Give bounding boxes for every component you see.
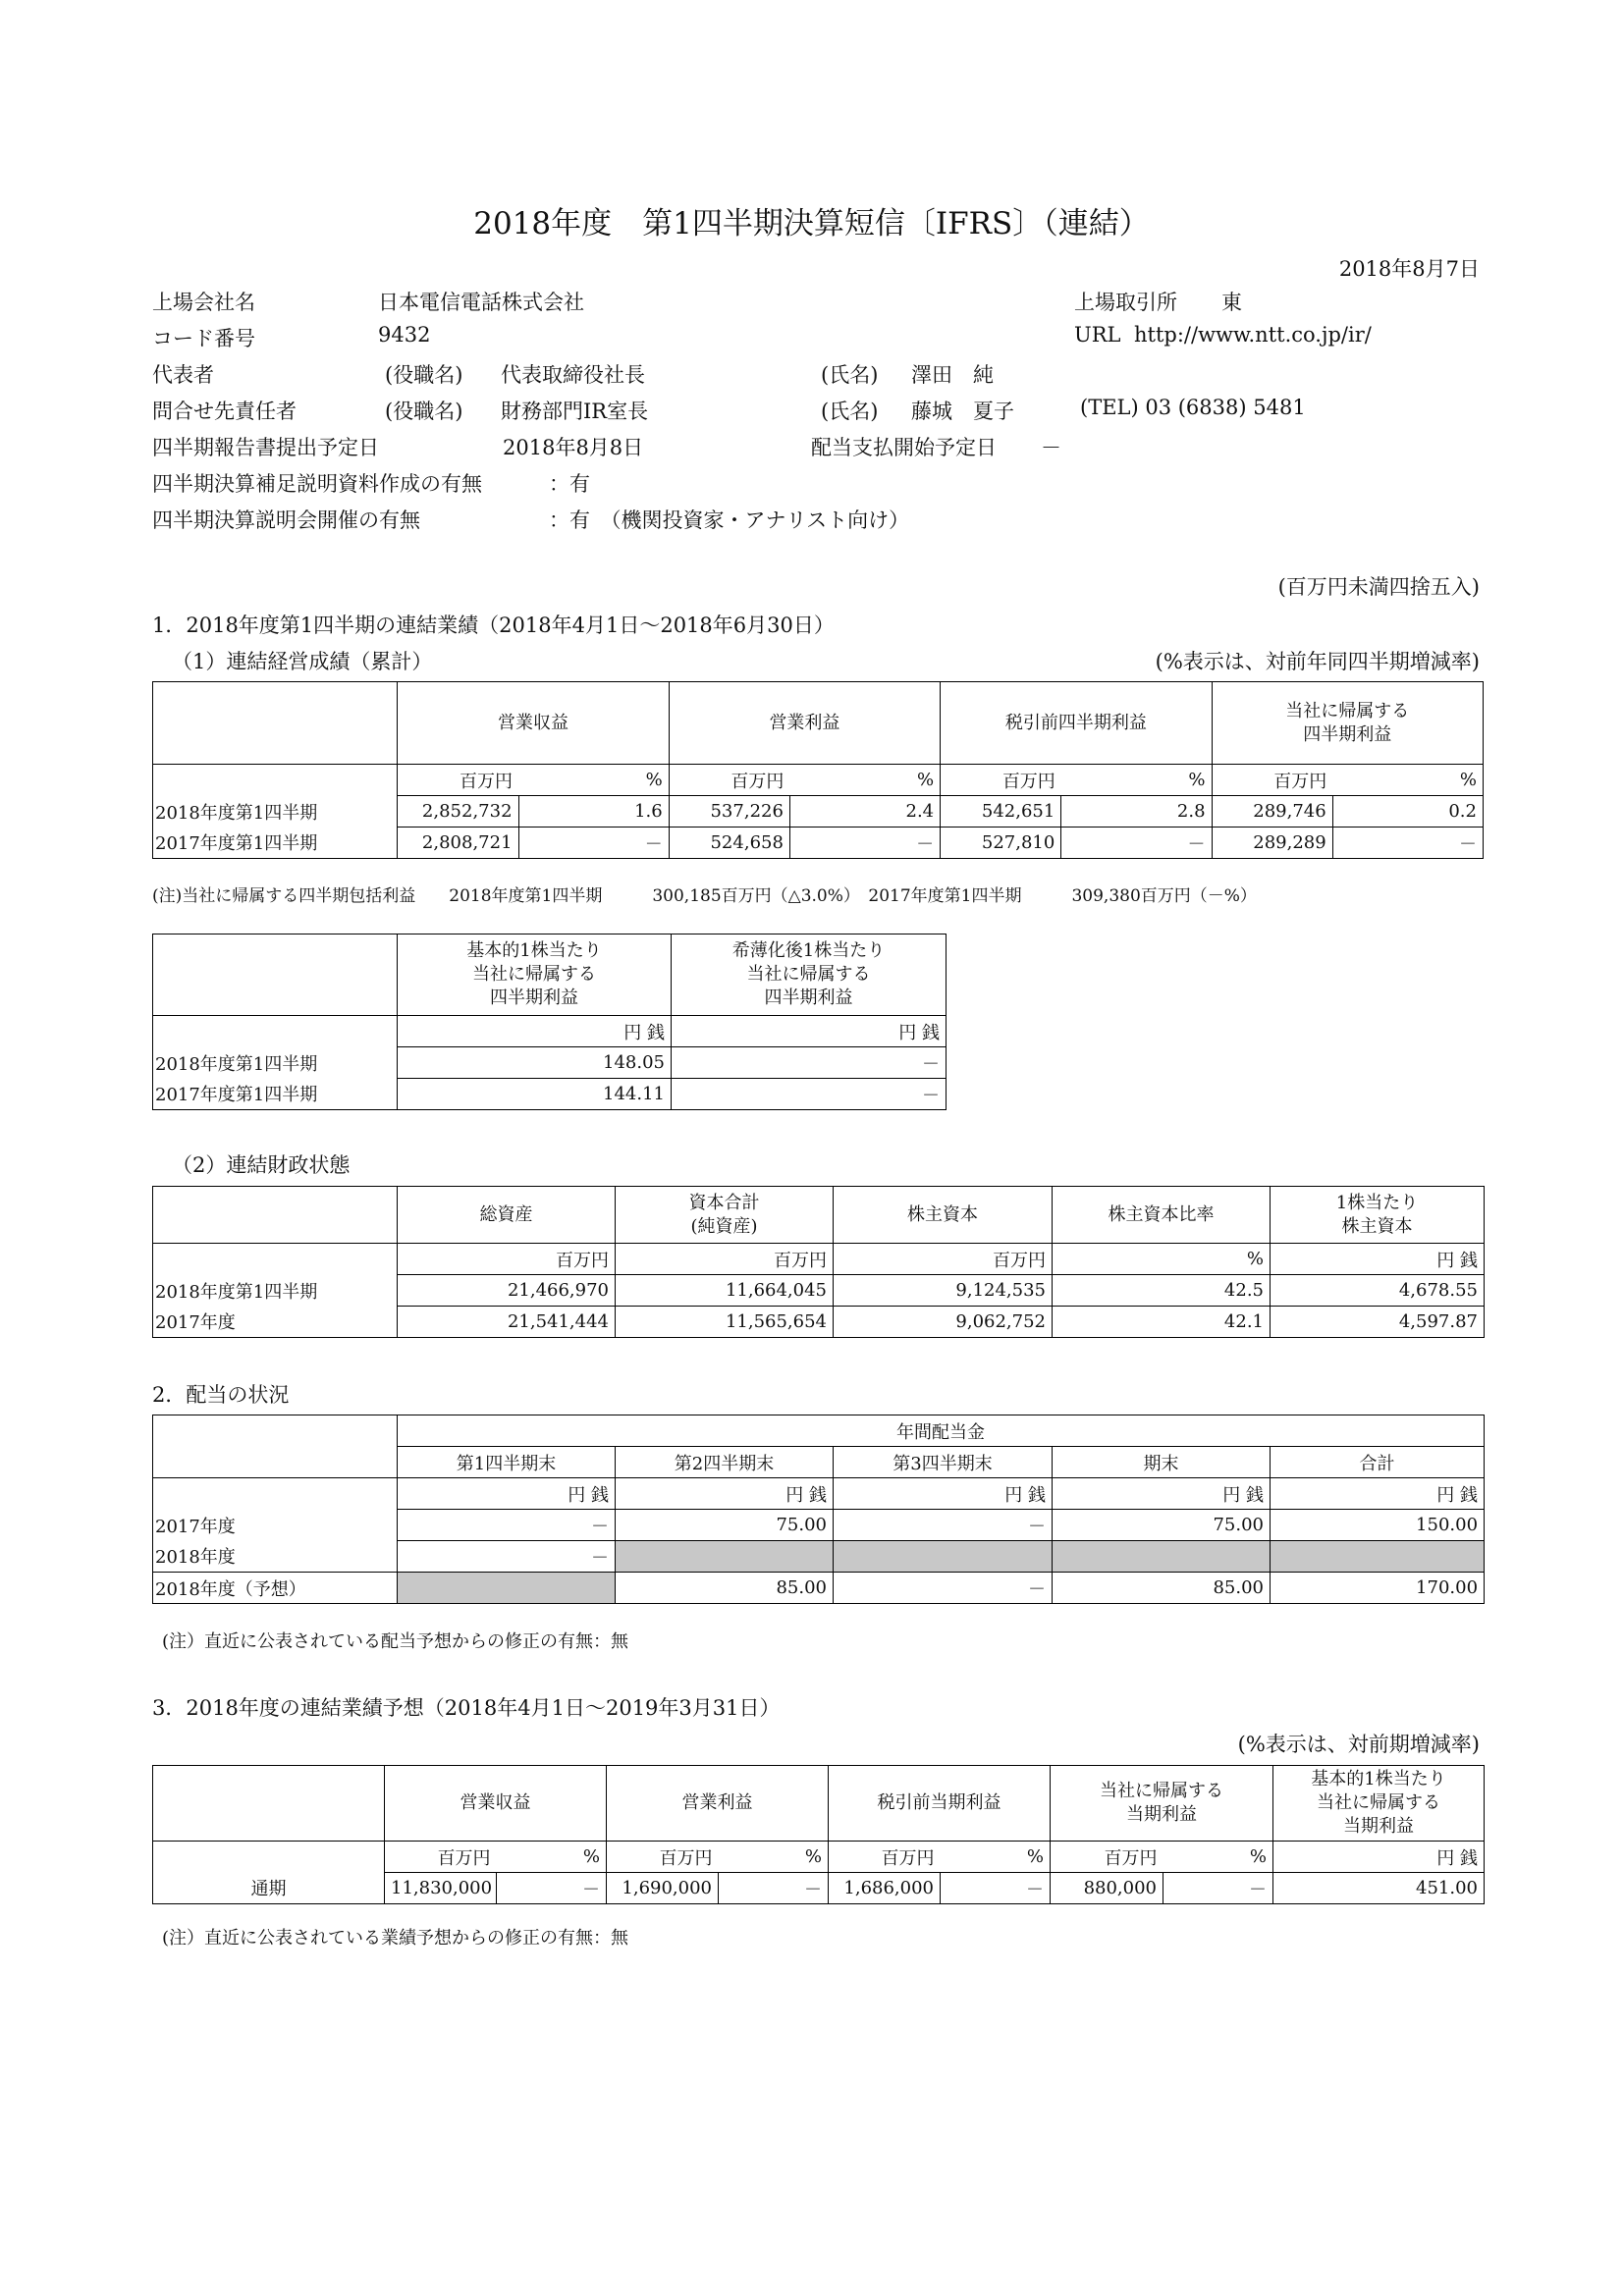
table-cell: 9,124,535: [834, 1275, 1053, 1307]
section3-pct-note: (%表示は、対前期増減率): [1237, 1733, 1480, 1756]
table-cell-greyed: [1053, 1541, 1271, 1573]
section1-sub1: （1）連結経営成績（累計）: [172, 650, 433, 673]
supplementary-label: 四半期決算補足説明資料作成の有無: [152, 472, 482, 496]
col-group-header-annual-dividend: 年間配当金: [398, 1415, 1485, 1447]
unit-cell: 百万円: [616, 1244, 834, 1275]
unit-cell: 百万円: [607, 1842, 719, 1873]
comprehensive-income-note: (注)当社に帰属する四半期包括利益 2018年度第1四半期 300,185百万円（△3.0%） 2017年度第1四半期 309,380百万円（－%）: [152, 886, 1257, 906]
col-header-equity-per-share: 1株当たり 株主資本: [1271, 1187, 1485, 1244]
table-cell: 9,062,752: [834, 1307, 1053, 1338]
unit-cell: 百万円: [834, 1244, 1053, 1275]
col-header-eps: 基本的1株当たり 当社に帰属する 当期利益: [1273, 1766, 1485, 1842]
table-cell: －: [398, 1510, 616, 1541]
col-header-diluted-eps: 希薄化後1株当たり 当社に帰属する 四半期利益: [672, 934, 947, 1016]
col-header-pretax-profit: 税引前当期利益: [829, 1766, 1051, 1842]
corner-cell: [153, 1447, 398, 1478]
eps-table: [152, 934, 947, 1110]
table-cell: 1.6: [518, 796, 669, 828]
table-cell: －: [672, 1079, 947, 1110]
financial-position-table: [152, 1186, 1485, 1338]
unit-cell: %: [1061, 765, 1212, 796]
table-cell: 1,686,000: [829, 1873, 941, 1904]
table-cell: 1,690,000: [607, 1873, 719, 1904]
row-label: 2018年度第1四半期: [153, 1047, 398, 1079]
unit-cell: 円 銭: [1271, 1244, 1485, 1275]
table-cell: 2,808,721: [398, 828, 518, 859]
company-label: 上場会社名: [152, 291, 255, 314]
unit-cell: 百万円: [398, 765, 518, 796]
exchange-value: 東: [1221, 291, 1242, 314]
unit-note: (百万円未満四捨五入): [1277, 575, 1480, 599]
unit-cell: 百万円: [829, 1842, 941, 1873]
table-cell: －: [941, 1873, 1051, 1904]
contact-title: 財務部門IR室長: [501, 400, 649, 423]
table-cell: 42.1: [1053, 1307, 1271, 1338]
table-cell: －: [834, 1573, 1053, 1604]
contact-title-label: (役職名): [385, 400, 463, 423]
unit-row-label: [153, 1478, 398, 1510]
col-header-basic-eps: 基本的1株当たり 当社に帰属する 四半期利益: [398, 934, 672, 1016]
unit-cell: 百万円: [1212, 765, 1332, 796]
table-cell: －: [398, 1541, 616, 1573]
col-header-revenue: 営業収益: [398, 682, 669, 765]
code-value: 9432: [378, 323, 431, 347]
table-cell: 144.11: [398, 1079, 672, 1110]
col-header-equity-ratio: 株主資本比率: [1053, 1187, 1271, 1244]
unit-cell: 円 銭: [616, 1478, 834, 1510]
corner-cell: [153, 1415, 398, 1447]
unit-row-label: [153, 1244, 398, 1275]
col-header-revenue: 営業収益: [385, 1766, 607, 1842]
col-header-total-assets: 総資産: [398, 1187, 616, 1244]
table-cell: －: [672, 1047, 947, 1079]
dividend-start-label: 配当支払開始予定日: [811, 436, 997, 459]
col-header-pretax-profit: 税引前四半期利益: [941, 682, 1212, 765]
section1-heading: 1．2018年度第1四半期の連結業績（2018年4月1日～2018年6月30日）: [152, 614, 835, 637]
row-label: 2017年度: [153, 1510, 398, 1541]
table-cell: 451.00: [1273, 1873, 1485, 1904]
unit-cell: %: [1053, 1244, 1271, 1275]
col-header-q2: 第2四半期末: [616, 1447, 834, 1478]
table-cell: 11,830,000: [385, 1873, 497, 1904]
unit-cell: 円 銭: [1053, 1478, 1271, 1510]
table-cell: 524,658: [669, 828, 789, 859]
unit-cell: %: [789, 765, 940, 796]
unit-cell: 円 銭: [398, 1478, 616, 1510]
col-header-net-profit: 当社に帰属する 当期利益: [1051, 1766, 1273, 1842]
report-date: 2018年8月8日: [503, 436, 644, 459]
dividend-start: －: [1041, 436, 1061, 459]
unit-cell: %: [518, 765, 669, 796]
table-cell: 4,678.55: [1271, 1275, 1485, 1307]
report-date-label: 四半期報告書提出予定日: [152, 436, 379, 459]
section3-heading: 3．2018年度の連結業績予想（2018年4月1日～2019年3月31日）: [152, 1696, 781, 1720]
section1-sub2: （2）連結財政状態: [172, 1153, 351, 1177]
col-header-q1: 第1四半期末: [398, 1447, 616, 1478]
table-cell: 2.8: [1061, 796, 1212, 828]
operating-results-table: [152, 681, 1484, 859]
row-label: 2017年度第1四半期: [153, 1079, 398, 1110]
table-cell: 880,000: [1051, 1873, 1163, 1904]
table-cell-greyed: [398, 1573, 616, 1604]
unit-cell: 百万円: [385, 1842, 497, 1873]
table-cell: 289,746: [1212, 796, 1332, 828]
table-cell: －: [497, 1873, 607, 1904]
unit-cell: 百万円: [1051, 1842, 1163, 1873]
representative-label: 代表者: [152, 363, 214, 387]
col-header-shareholders-equity: 株主資本: [834, 1187, 1053, 1244]
table-cell: －: [518, 828, 669, 859]
table-cell-greyed: [834, 1541, 1053, 1573]
unit-cell: 円 銭: [1273, 1842, 1485, 1873]
col-header-q3: 第3四半期末: [834, 1447, 1053, 1478]
table-cell: 170.00: [1271, 1573, 1485, 1604]
table-cell: 11,664,045: [616, 1275, 834, 1307]
unit-cell: %: [941, 1842, 1051, 1873]
col-header-operating-profit: 営業利益: [669, 682, 940, 765]
url-link[interactable]: http://www.ntt.co.jp/ir/: [1134, 323, 1372, 347]
table-cell: 289,289: [1212, 828, 1332, 859]
table-cell: －: [1061, 828, 1212, 859]
col-header-total-equity: 資本合計 (純資産): [616, 1187, 834, 1244]
corner-cell: [153, 1187, 398, 1244]
page-title: 2018年度 第1四半期決算短信〔IFRS〕（連結）: [473, 206, 1150, 241]
section2-heading: 2．配当の状況: [152, 1383, 290, 1407]
table-cell: 537,226: [669, 796, 789, 828]
row-label: 2018年度（予想）: [153, 1573, 398, 1604]
company-name: 日本電信電話株式会社: [378, 291, 584, 314]
unit-cell: %: [1163, 1842, 1273, 1873]
unit-cell: %: [1332, 765, 1483, 796]
representative-title: 代表取締役社長: [501, 363, 645, 387]
unit-row-label: [153, 765, 398, 796]
code-label: コード番号: [152, 327, 255, 350]
unit-cell: 円 銭: [398, 1016, 672, 1047]
forecast-table: [152, 1765, 1485, 1904]
exchange-label: 上場取引所: [1074, 291, 1177, 314]
dividend-table: [152, 1415, 1485, 1604]
corner-cell: [153, 1766, 385, 1842]
unit-row-label: [153, 1842, 385, 1873]
table-cell: 2.4: [789, 796, 940, 828]
unit-cell: 百万円: [669, 765, 789, 796]
table-cell: 4,597.87: [1271, 1307, 1485, 1338]
dividend-note: (注）直近に公表されている配当予想からの修正の有無：無: [162, 1631, 629, 1652]
contact-label: 問合せ先責任者: [152, 400, 297, 423]
col-header-operating-profit: 営業利益: [607, 1766, 829, 1842]
representative-name: 澤田 純: [911, 363, 994, 387]
table-cell-greyed: [1271, 1541, 1485, 1573]
row-label: 通期: [153, 1873, 385, 1904]
supplementary-value: ：有: [549, 472, 590, 496]
unit-cell: 百万円: [398, 1244, 616, 1275]
col-header-year-end: 期末: [1053, 1447, 1271, 1478]
unit-cell: 円 銭: [672, 1016, 947, 1047]
table-cell: 2,852,732: [398, 796, 518, 828]
unit-cell: %: [719, 1842, 829, 1873]
table-cell: －: [1332, 828, 1483, 859]
table-cell: －: [834, 1510, 1053, 1541]
table-cell: 85.00: [1053, 1573, 1271, 1604]
section1-pct-note: (%表示は、対前年同四半期増減率): [1155, 650, 1480, 673]
row-label: 2017年度第1四半期: [153, 828, 398, 859]
corner-cell: [153, 934, 398, 1016]
representative-title-label: (役職名): [385, 363, 463, 387]
col-header-net-profit: 当社に帰属する 四半期利益: [1212, 682, 1483, 765]
url-label: URL: [1074, 323, 1121, 347]
document-date: 2018年8月7日: [1338, 257, 1480, 281]
contact-tel: (TEL) 03 (6838) 5481: [1080, 396, 1306, 419]
briefing-value: ：有 （機関投資家・アナリスト向け）: [549, 508, 910, 532]
table-cell: 75.00: [1053, 1510, 1271, 1541]
forecast-note: (注）直近に公表されている業績予想からの修正の有無：無: [162, 1928, 629, 1949]
table-cell: 21,541,444: [398, 1307, 616, 1338]
table-cell: －: [1163, 1873, 1273, 1904]
table-cell: 85.00: [616, 1573, 834, 1604]
unit-cell: 円 銭: [1271, 1478, 1485, 1510]
table-cell: 148.05: [398, 1047, 672, 1079]
briefing-label: 四半期決算説明会開催の有無: [152, 508, 420, 532]
row-label: 2017年度: [153, 1307, 398, 1338]
contact-name: 藤城 夏子: [911, 400, 1014, 423]
table-cell: 42.5: [1053, 1275, 1271, 1307]
contact-name-label: (氏名): [821, 400, 879, 423]
unit-cell: 百万円: [941, 765, 1061, 796]
table-cell: 0.2: [1332, 796, 1483, 828]
representative-name-label: (氏名): [821, 363, 879, 387]
table-cell: －: [719, 1873, 829, 1904]
table-cell: 527,810: [941, 828, 1061, 859]
row-label: 2018年度第1四半期: [153, 1275, 398, 1307]
table-cell: 75.00: [616, 1510, 834, 1541]
unit-row-label: [153, 1016, 398, 1047]
unit-cell: %: [497, 1842, 607, 1873]
table-cell: －: [789, 828, 940, 859]
unit-cell: 円 銭: [834, 1478, 1053, 1510]
corner-cell: [153, 682, 398, 765]
table-cell-greyed: [616, 1541, 834, 1573]
table-cell: 11,565,654: [616, 1307, 834, 1338]
row-label: 2018年度第1四半期: [153, 796, 398, 828]
col-header-total: 合計: [1271, 1447, 1485, 1478]
table-cell: 150.00: [1271, 1510, 1485, 1541]
table-cell: 542,651: [941, 796, 1061, 828]
table-cell: 21,466,970: [398, 1275, 616, 1307]
row-label: 2018年度: [153, 1541, 398, 1573]
